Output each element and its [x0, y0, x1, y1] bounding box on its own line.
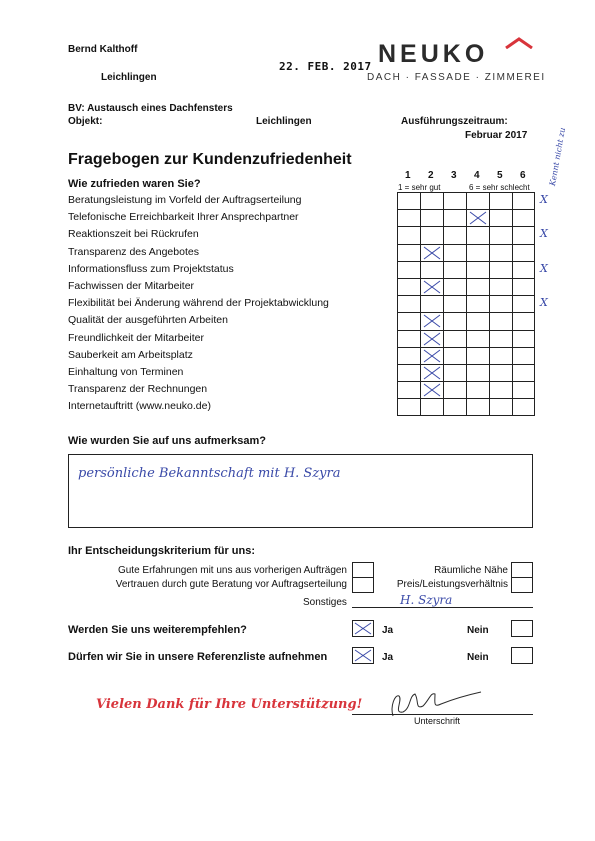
criteria-right-1-checkbox[interactable] [511, 562, 533, 578]
survey-item-label: Einhaltung von Terminen [68, 366, 184, 378]
rating-cell[interactable] [512, 312, 535, 329]
rating-cell[interactable] [397, 209, 420, 226]
criteria-left-2-checkbox[interactable] [352, 577, 374, 593]
scale-right-label: 6 = sehr schlecht [469, 183, 530, 192]
rating-cell[interactable] [466, 226, 489, 243]
reference-no-checkbox[interactable] [511, 647, 533, 664]
thanks-text: Vielen Dank für Ihre Unterstützung! [96, 697, 363, 712]
other-label: Sonstiges [303, 597, 347, 608]
period-label: Ausführungszeitraum: [401, 116, 508, 127]
rating-cell[interactable] [466, 347, 489, 364]
rating-cell[interactable] [489, 209, 512, 226]
rating-cell[interactable] [443, 364, 466, 381]
criteria-right-1: Räumliche Nähe [434, 565, 508, 576]
reference-question: Dürfen wir Sie in unsere Referenzliste aufnehmen [68, 651, 328, 663]
rating-cell[interactable] [512, 381, 535, 398]
scale-number: 2 [428, 170, 434, 181]
rating-cell[interactable] [397, 295, 420, 312]
roof-icon [504, 37, 534, 49]
rating-cell[interactable] [512, 209, 535, 226]
survey-item-label: Internetauftritt (www.neuko.de) [68, 400, 211, 413]
rating-cell[interactable] [489, 261, 512, 278]
rating-cell[interactable] [397, 347, 420, 364]
satisfaction-question: Wie zufrieden waren Sie? [68, 178, 201, 190]
rating-cell[interactable] [466, 381, 489, 398]
rating-cell[interactable] [466, 192, 489, 209]
scale-number: 1 [405, 170, 411, 181]
rating-cell[interactable] [443, 192, 466, 209]
objekt-value: Leichlingen [256, 116, 312, 127]
rating-cell[interactable] [420, 226, 443, 243]
survey-title: Fragebogen zur Kundenzufriedenheit [68, 151, 352, 168]
scale-number: 4 [474, 170, 480, 181]
customer-city: Leichlingen [101, 72, 157, 83]
company-logo [378, 40, 538, 69]
rating-cell[interactable] [466, 244, 489, 261]
rating-cell[interactable] [397, 381, 420, 398]
bv-label: BV: Austausch eines Dachfensters [68, 103, 233, 114]
rating-cell[interactable] [397, 261, 420, 278]
margin-mark: X [540, 296, 548, 310]
rating-cell[interactable] [466, 261, 489, 278]
scale-number: 5 [497, 170, 503, 181]
rating-cell[interactable] [489, 398, 512, 415]
rating-cell[interactable] [466, 312, 489, 329]
survey-item-label: Flexibilität bei Änderung während der Projektabwicklung [68, 297, 329, 310]
rating-cell[interactable] [512, 398, 535, 415]
other-line [352, 607, 533, 608]
objekt-label: Objekt: [68, 116, 103, 127]
rating-cell[interactable] [397, 398, 420, 415]
criteria-left-2: Vertrauen durch gute Beratung vor Auftragserteilung [115, 579, 347, 590]
rating-cell[interactable] [489, 347, 512, 364]
scale-number: 3 [451, 170, 457, 181]
rating-cell[interactable] [512, 192, 535, 209]
rating-cell[interactable] [397, 278, 420, 295]
reference-yes-cross-icon [354, 649, 372, 662]
survey-item-label: Informationsfluss zum Projektstatus [68, 262, 234, 275]
rating-cell[interactable] [466, 295, 489, 312]
survey-item-label: Freundlichkeit der Mitarbeiter [68, 331, 204, 344]
rating-cell[interactable] [489, 226, 512, 243]
rating-cell[interactable] [466, 330, 489, 347]
rating-cell[interactable] [420, 192, 443, 209]
rating-cell[interactable] [489, 244, 512, 261]
rating-cell[interactable] [420, 261, 443, 278]
margin-mark: X [540, 261, 548, 275]
criteria-heading: Ihr Entscheidungskriterium für uns: [68, 545, 256, 557]
reference-no-label: Nein [467, 652, 489, 663]
scale-left-label: 1 = sehr gut [398, 183, 441, 192]
logo-tagline: DACH · FASSADE · ZIMMEREI [367, 72, 546, 83]
rating-cell[interactable] [397, 330, 420, 347]
survey-item-label: Transparenz der Rechnungen [68, 383, 208, 396]
rating-cell[interactable] [443, 278, 466, 295]
reference-yes-checkbox[interactable] [352, 647, 374, 664]
margin-note: Kennt nicht zu [548, 126, 568, 187]
rating-cell[interactable] [420, 209, 443, 226]
signature-line [352, 714, 533, 715]
scale-number: 6 [520, 170, 526, 181]
survey-item-label: Reaktionszeit bei Rückrufen [68, 228, 199, 241]
rating-cell[interactable] [443, 209, 466, 226]
rating-cell[interactable] [397, 226, 420, 243]
period-value: Februar 2017 [465, 130, 528, 141]
rating-cell[interactable] [512, 330, 535, 347]
rating-cell[interactable] [489, 192, 512, 209]
signature-label: Unterschrift [414, 716, 461, 726]
rating-cell[interactable] [512, 295, 535, 312]
rating-cell[interactable] [512, 261, 535, 278]
recommend-no-label: Nein [467, 625, 489, 636]
survey-item-label: Sauberkeit am Arbeitsplatz [68, 348, 193, 361]
date-stamp: 22. FEB. 2017 [279, 60, 372, 73]
rating-cell[interactable] [397, 364, 420, 381]
rating-cell[interactable] [489, 278, 512, 295]
recommend-no-checkbox[interactable] [511, 620, 533, 637]
other-value: H. Szyra [400, 593, 453, 607]
rating-cell[interactable] [489, 364, 512, 381]
survey-item-label: Qualität der ausgeführten Arbeiten [68, 314, 228, 327]
rating-cell[interactable] [443, 226, 466, 243]
rating-cell[interactable] [466, 364, 489, 381]
rating-cell[interactable] [443, 347, 466, 364]
margin-mark: X [540, 227, 548, 241]
rating-cell[interactable] [443, 398, 466, 415]
rating-cell[interactable] [489, 295, 512, 312]
recommend-yes-cross-icon [354, 622, 372, 635]
criteria-right-2: Preis/Leistungsverhältnis [396, 579, 508, 590]
source-answer: persönliche Bekanntschaft mit H. Szyra [78, 466, 341, 481]
margin-mark: X [540, 193, 548, 206]
rating-cell[interactable] [512, 278, 535, 295]
rating-cell[interactable] [397, 312, 420, 329]
rating-cell[interactable] [443, 261, 466, 278]
reference-yes-label: Ja [382, 652, 394, 663]
rating-cell[interactable] [420, 398, 443, 415]
customer-name: Bernd Kalthoff [68, 44, 138, 55]
rating-cell[interactable] [420, 295, 443, 312]
rating-cell[interactable] [443, 381, 466, 398]
survey-item-label: Transparenz des Angebotes [68, 245, 199, 258]
rating-cell[interactable] [397, 244, 420, 261]
criteria-right-2-checkbox[interactable] [511, 577, 533, 593]
rating-cell[interactable] [466, 278, 489, 295]
rating-cell[interactable] [443, 244, 466, 261]
rating-cell[interactable] [512, 244, 535, 261]
rating-cell[interactable] [443, 312, 466, 329]
survey-item-label: Fachwissen der Mitarbeiter [68, 280, 195, 292]
recommend-yes-label: Ja [382, 625, 394, 636]
criteria-left-1-checkbox[interactable] [352, 562, 374, 578]
rating-cell[interactable] [397, 192, 420, 209]
rating-cell[interactable] [489, 312, 512, 329]
rating-cell[interactable] [512, 364, 535, 381]
recommend-yes-checkbox[interactable] [352, 620, 374, 637]
rating-cell[interactable] [512, 226, 535, 243]
survey-item-label: Beratungsleistung im Vorfeld der Auftragserteilung [68, 194, 302, 206]
rating-cell[interactable] [443, 295, 466, 312]
source-question: Wie wurden Sie auf uns aufmerksam? [68, 435, 266, 447]
rating-cell[interactable] [443, 330, 466, 347]
rating-cell[interactable] [489, 330, 512, 347]
rating-cell[interactable] [512, 347, 535, 364]
rating-cell[interactable] [489, 381, 512, 398]
rating-cell[interactable] [466, 398, 489, 415]
criteria-left-1: Gute Erfahrungen mit uns aus vorherigen Aufträgen [117, 565, 347, 576]
survey-item-label: Telefonische Erreichbarkeit Ihrer Ansprechpartner [68, 211, 299, 224]
recommend-question: Werden Sie uns weiterempfehlen? [68, 624, 247, 636]
logo-brand: NEUKO [378, 40, 489, 68]
